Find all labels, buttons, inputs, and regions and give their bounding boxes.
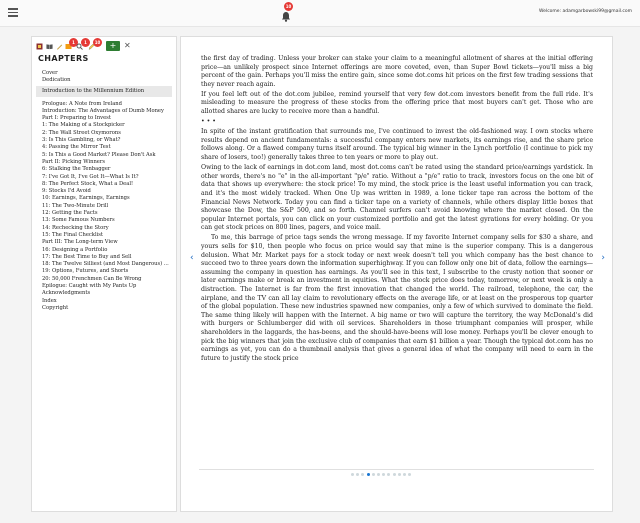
chapter-item[interactable]: 17: The Best Time to Buy and Sell (42, 253, 132, 260)
chapter-item[interactable]: Prologue: A Note from Ireland (42, 100, 122, 107)
chapter-item[interactable]: 4: Passing the Mirror Test (42, 144, 111, 151)
chapter-list (36, 70, 172, 312)
page-divider (199, 469, 594, 470)
chapter-item[interactable]: Introduction: The Advantages of Dumb Money (42, 107, 164, 114)
next-page-arrow[interactable]: › (601, 253, 605, 263)
paragraph: In spite of the instant gratification that surrounds me, I've continued to invest the old-fashioned way. I own stocks where results depend on ancient fundamentals: a successful company enters new markets, its earnings rise, and the share price follows along. Or a flawed company turns itself around. The typical big winner in the Lynch portfolio (I continue to pick my share of losers, too!) generally takes three to ten years or more to play out. (201, 128, 593, 162)
page-dot[interactable] (398, 473, 401, 476)
highlight-count-badge: 1 (69, 38, 78, 47)
page-dot[interactable] (361, 473, 364, 476)
note-icon[interactable] (56, 43, 63, 50)
page-dot[interactable] (387, 473, 390, 476)
chapter-item[interactable]: 5: Is This a Good Market? Please Don't Ask (42, 151, 156, 158)
chapter-item[interactable]: 12: Getting the Facts (42, 210, 98, 217)
chapter-item-selected[interactable]: Introduction to the Millennium Edition (36, 86, 172, 97)
chapter-item[interactable]: 1: The Making of a Stockpicker (42, 122, 125, 129)
prev-page-arrow[interactable]: ‹ (190, 253, 194, 263)
menu-icon[interactable] (8, 8, 18, 16)
page-content (201, 55, 593, 365)
paragraph: Owing to the lack of earnings in dot.com land, most dot.coms can't be rated using the standard price/earnings yardstick. In other words, there's no "e" in the all-important "p/e" ratio. Without a "p/e" ratio to track, investors focus on the one bit of data that shows up everywhere: the stock price! To my mind, the stock price is the least useful information you can track, and it's the most widely tracked. When One Up was written in 1989, a lone ticker tape ran across the bottom of the Financial News Network. Today you can find a ticker tape on a variety of channels, while others display little boxes that showcase the Dow, the S&P 500, and so forth. Channel surfers can't avoid knowing where the market closed. On the popular Internet portals, you can click on your customized portfolio and get the latest gyrations for every holding. Or you can get stock prices on 800 lines, pagers, and voice mail. (201, 164, 593, 232)
chapter-item[interactable]: Part II: Picking Winners (42, 158, 106, 165)
chapter-item[interactable]: 20: 50,000 Frenchmen Can Be Wrong (42, 275, 142, 282)
page-dot[interactable] (403, 473, 406, 476)
chapter-item[interactable]: Cover (42, 70, 58, 76)
paragraph: To me, this barrage of price tags sends the wrong message. If my favorite Internet company sells for $30 a share, and yours sells for $10, then people who focus on price would say that mine is the superior company. This is a dangerous delusion. What Mr. Market pays for a stock today or next week doesn't tell you which company has the best chance to succeed two to three years down the information superhighway. If you can follow only one bit of data, follow the earnings—assuming the company in question has earnings. As you'll see in this text, I subscribe to the crusty notion that sooner or later earnings make or break an investment in equities. What the stock price does today, tomorrow, or next week is only a distraction. The Internet is far from the first innovation that changed the world. The railroad, telephone, the car, the airplane, and the TV can all lay claim to revolutionary effects on the average life, or at least on the prosperous top quarter of the global population. These new industries spawned new companies, only a few of which survived to dominate the field. The same thing likely will happen with the Internet. A big name or two will capture the territory, the way McDonald's did with burgers or Schlumberger did with oil services. Shareholders in those triumphant companies will prosper, while shareholders in the laggards, the has-beens, and the should-have-beens will lose money. Perhaps you'll be clever enough to pick the big winners that join the exclusive club of companies that earn $1 billion a year. Though the typical dot.com has no earnings as yet, you can do a thumbnail analysis that gives a general idea of what the company will need to earn in the future to justify the stock price (201, 234, 593, 362)
chapters-sidebar (31, 36, 177, 512)
top-bar (0, 0, 640, 27)
welcome-text: Welcome: adamgarbowski99@gmail.com (538, 9, 632, 14)
reader-pane (180, 36, 613, 512)
chapter-item[interactable]: 13: Some Famous Numbers (42, 217, 115, 224)
page-dot[interactable] (382, 473, 385, 476)
chapter-item[interactable]: Dedication (42, 77, 71, 84)
chapter-item[interactable]: 9: Stocks I'd Avoid (42, 188, 91, 195)
notes-count-badge: 10 (94, 40, 101, 45)
chapter-item[interactable]: 14: Rechecking the Story (42, 224, 109, 231)
page-dot[interactable] (356, 473, 359, 476)
sidebar-toolbar (36, 41, 172, 53)
section-break: • • • (201, 118, 216, 126)
chapter-item[interactable]: 15: The Final Checklist (42, 231, 104, 238)
chapter-item[interactable]: 3: Is This Gambling, or What? (42, 137, 121, 144)
book-icon[interactable] (46, 43, 53, 50)
chapter-item[interactable]: Part I: Preparing to Invest (42, 115, 111, 122)
chapter-item[interactable]: Epilogue: Caught with My Pants Up (42, 283, 137, 290)
chapter-item[interactable]: 2: The Wall Street Oxymorons (42, 129, 121, 136)
page-dot[interactable] (377, 473, 380, 476)
close-button[interactable]: ✕ (124, 41, 131, 50)
chapters-title: CHAPTERS (38, 54, 89, 63)
chapter-item[interactable]: Copyright (42, 304, 69, 311)
notification-badge: 10 (285, 4, 292, 9)
chapter-item[interactable]: Index (42, 297, 57, 304)
add-button[interactable]: + (106, 41, 120, 51)
page-dot[interactable] (393, 473, 396, 476)
bell-icon[interactable] (281, 4, 292, 18)
search-count-badge: 1 (81, 38, 90, 47)
chapter-item[interactable]: Part III: The Long-term View (42, 239, 118, 246)
chapter-item[interactable]: 18: The Twelve Silliest (and Most Dangerous) ... (42, 261, 169, 268)
paragraph: If you feel left out of the dot.com jubilee, remind yourself that very few dot.com investors benefit from the full ride. It's misleading to measure the progress of these stocks from the offering price that most buyers can't get. Those who are allotted shares are lucky to receive more than a handful. (201, 90, 593, 116)
page-dot[interactable] (367, 473, 370, 476)
chapter-item[interactable]: 10: Earnings, Earnings, Earnings (42, 195, 130, 202)
chapter-item[interactable]: 6: Stalking the Tenbagger (42, 166, 111, 173)
chapter-item[interactable]: Acknowledgments (42, 290, 91, 297)
chapter-item[interactable]: 19: Options, Futures, and Shorts (42, 268, 129, 275)
page-indicator (351, 461, 451, 466)
page-dot[interactable] (408, 473, 411, 476)
chapter-item[interactable]: 11: The Two-Minute Drill (42, 202, 109, 209)
page-dot[interactable] (351, 473, 354, 476)
chapter-item[interactable]: 16: Designing a Portfolio (42, 246, 108, 253)
chapter-item[interactable]: 8: The Perfect Stock, What a Deal! (42, 180, 134, 187)
page-dot[interactable] (372, 473, 375, 476)
chapter-item[interactable]: 7: I've Got It, I've Got It—What Is It? (42, 173, 139, 180)
bookmark-icon[interactable] (36, 43, 43, 50)
paragraph: the first day of trading. Unless your broker can stake your claim to a meaningful allotment of shares at the initial offering price—an unlikely prospect since Internet offerings are more coveted, even, than Super Bowl tickets—you'll miss a big percent of the gain. Perhaps you'll miss the entire gain, since some dot.coms hit prices on the first few trading sessions that they never reach again. (201, 55, 593, 88)
